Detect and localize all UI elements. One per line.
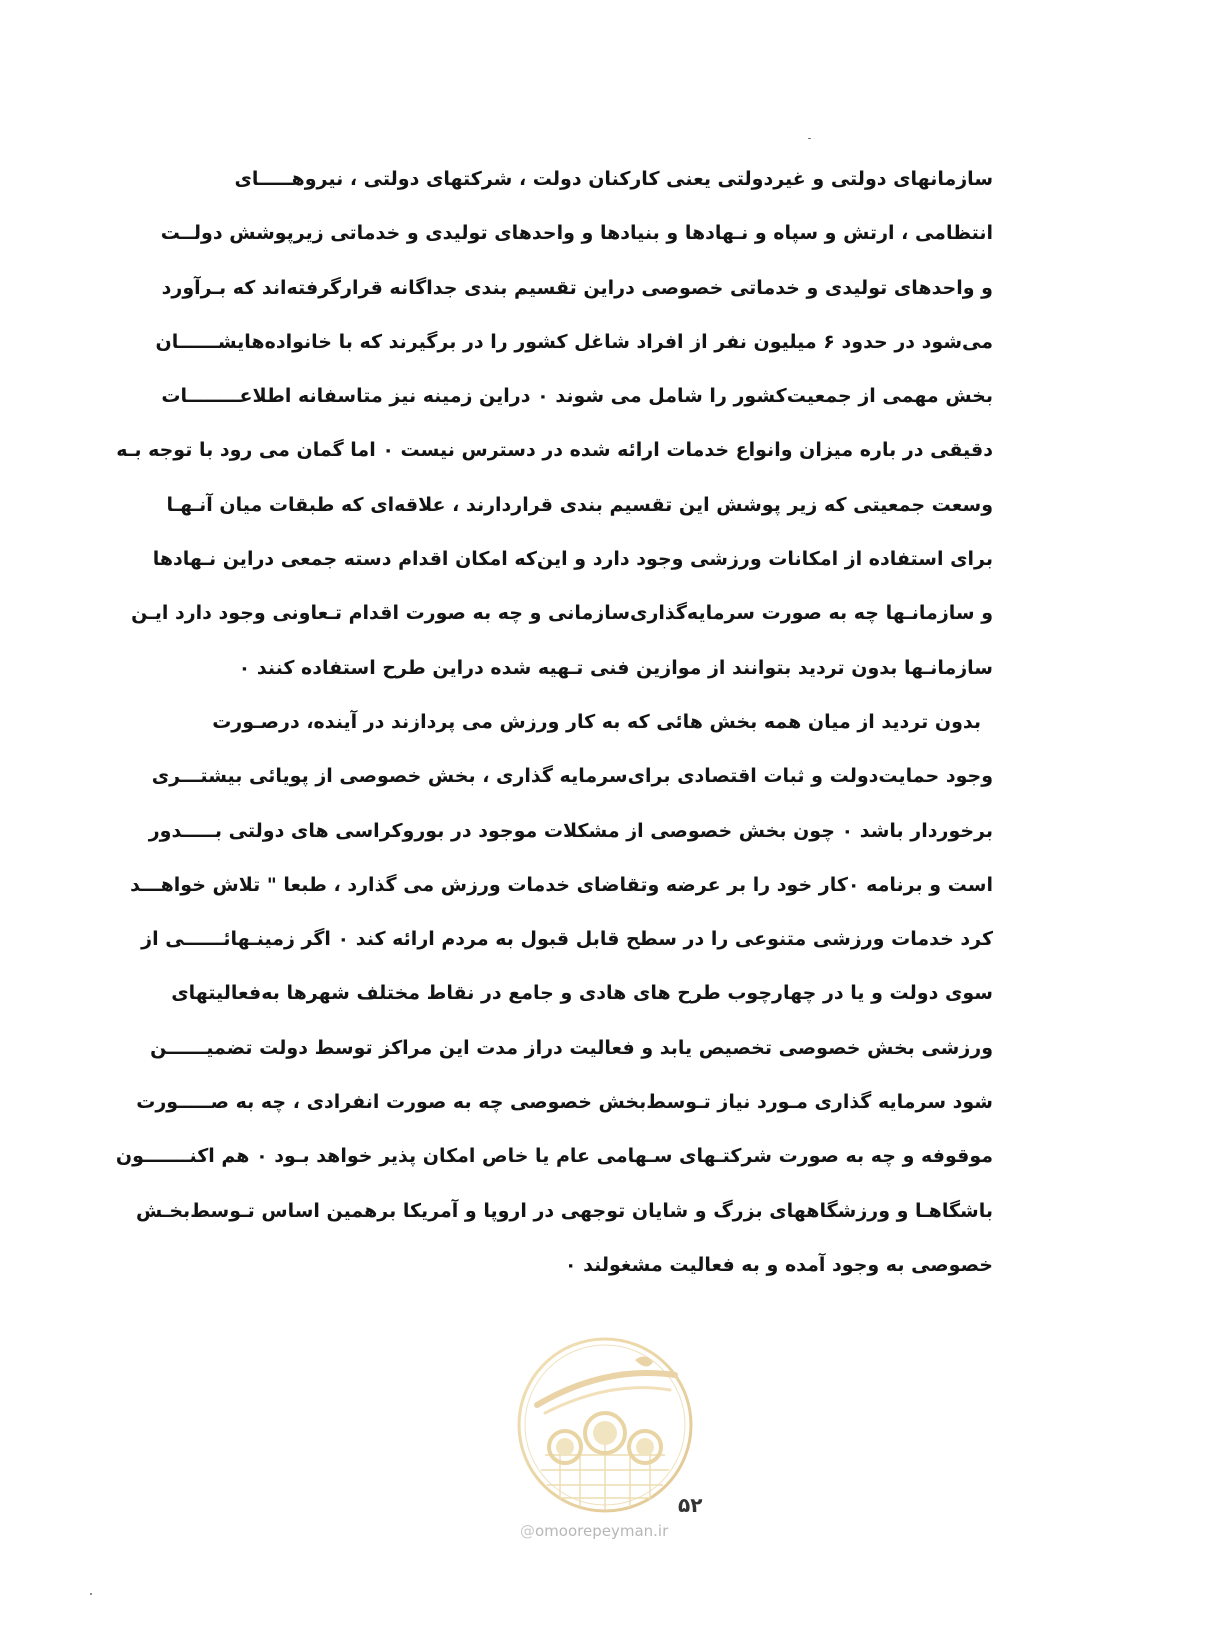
text-line: و سازمانـها چه به صورت سرمایه‌گذاری‌سازمانی و چه به صورت اقدام تـعاونی وجود دارد ایـن — [131, 602, 993, 625]
text-line: بخش مهمی از جمعیت‌کشور را شامل می شوند ۰ دراین زمینه نیز متاسفانه اطلاعــــــــات — [161, 385, 993, 408]
text-line: ورزشی بخش خصوصی تخصیص یابد و فعالیت دراز مدت این مراکز توسط دولت تضمیــــــن — [150, 1036, 993, 1059]
text-line: سازمانهای دولتی و غیردولتی یعنی کارکنان دولت ، شرکتهای دولتی ، نیروهـــــای — [234, 168, 993, 190]
at-icon: @ — [520, 1522, 535, 1540]
text-line: سازمانـها بدون تردید بتوانند از موازین فنی تـهیه شده دراین طرح استفاده کنند ۰ — [238, 656, 993, 679]
watermark-url — [520, 1522, 668, 1540]
page-number: ۵۲ — [678, 1493, 703, 1517]
text-line: سوی دولت و یا در چهارچوب طرح های هادی و جامع در نقاط مختلف شهرها به‌فعالیتهای — [171, 982, 993, 1005]
text-line: برای استفاده از امکانات ورزشی وجود دارد و این‌که امکان اقدام دسته جمعی دراین نـهادها — [152, 548, 993, 571]
site-url-text: omoorepeyman.ir — [535, 1522, 669, 1540]
scan-speck — [808, 138, 811, 139]
text-line: کرد خدمات ورزشی متنوعی را در سطح قابل قبول به مردم ارائه کند ۰ اگر زمینـهائــــــی از — [141, 928, 993, 951]
text-line: خصوصی به وجود آمده و به فعالیت مشغولند ۰ — [564, 1253, 993, 1276]
text-line: شود سرمایه گذاری مـورد نیاز تـوسط‌بخش خصوصی چه به صورت انفرادی ، چه به صـــــورت — [136, 1091, 993, 1114]
body-text — [115, 152, 993, 1292]
text-line: برخوردار باشد ۰ چون بخش خصوصی از مشکلات موجود در بوروکراسی های دولتی بـــــدور — [148, 819, 993, 842]
text-line: وجود حمایت‌دولت و ثبات اقتصادی برای‌سرمایه گذاری ، بخش خصوصی از پویائی بیشتـــری — [151, 765, 993, 788]
watermark-logo-icon — [515, 1335, 695, 1515]
text-line: است و برنامه ۰کار خود را بر عرضه وتقاضای خدمات ورزش می گذارد ، طبعا " تلاش خواهـــد — [130, 873, 993, 896]
text-line: بدون تردید از میان همه بخش هائی که به کار ورزش می پردازند در آینده، درصـورت — [212, 710, 981, 733]
text-line: و واحدهای تولیدی و خدماتی خصوصی دراین تقسیم بندی جداگانه قرارگرفته‌اند که بـرآورد — [161, 276, 993, 299]
text-line: باشگاهـا و ورزشگاههای بزرگ و شایان توجهی در اروپا و آمریکا برهمین اساس تـوسط‌بخـش — [136, 1199, 993, 1222]
text-line: می‌شود در حدود ۶ میلیون نفر از افراد شاغل کشور را در برگیرند که با خانواده‌هایشــــــان — [155, 330, 993, 353]
text-line: انتظامی ، ارتش و سپاه و نـهادها و بنیادها و واحدهای تولیدی و خدماتی زیرپوشش دولــت — [160, 222, 993, 245]
scan-speck — [90, 1593, 92, 1595]
text-line: وسعت جمعیتی که زیر پوشش این تقسیم بندی قراردارند ، علاقه‌ای که طبقات میان آنـهـا — [166, 493, 993, 516]
text-line: دقیقی در باره میزان وانواع خدمات ارائه شده در دسترس نیست ۰ اما گمان می رود با توجه بـه — [116, 439, 993, 462]
text-line: موقوفه و چه به صورت شرکتـهای سـهامی عام یا خاص امکان پذیر خواهد بـود ۰ هم اکنـــــــون — [115, 1145, 993, 1168]
